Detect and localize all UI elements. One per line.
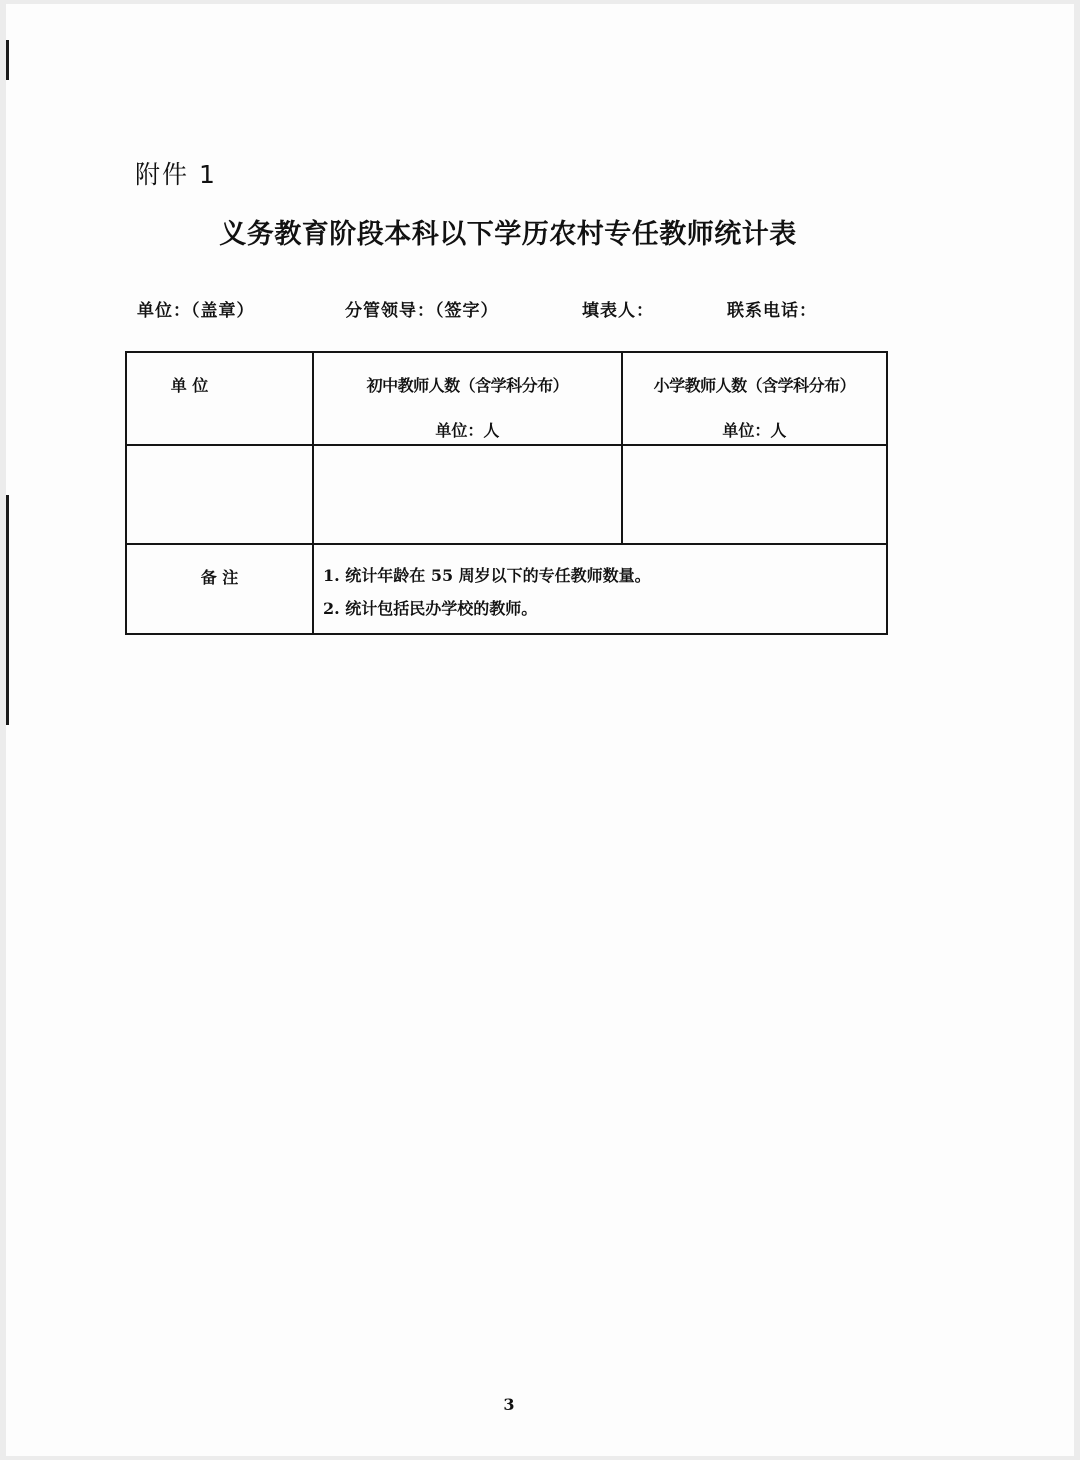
document-title: 义务教育阶段本科以下学历农村专任教师统计表	[219, 219, 797, 250]
header-cell-middle-school	[313, 352, 622, 445]
remarks-content-cell	[313, 544, 887, 634]
meta-unit-seal: 单位：（盖章）	[137, 301, 255, 321]
header-primary-school-unit: 单位：人	[722, 421, 787, 440]
attachment-label: 附件 1	[135, 160, 217, 189]
header-primary-school-title: 小学教师人数（含学科分布）	[653, 376, 856, 395]
data-cell-primary-school[interactable]	[622, 445, 887, 544]
meta-leader-signature: 分管领导：（签字）	[345, 301, 499, 321]
header-unit-label: 单 位	[170, 376, 209, 395]
teacher-statistics-table	[125, 351, 888, 635]
scan-edge-mark	[6, 495, 9, 725]
header-cell-unit	[126, 352, 313, 445]
remarks-label-cell	[126, 544, 313, 634]
data-cell-middle-school[interactable]	[313, 445, 622, 544]
remark-item: 1. 统计年龄在 55 周岁以下的专任教师数量。	[322, 566, 651, 585]
header-middle-school-unit: 单位：人	[435, 421, 500, 440]
table-header-row	[126, 352, 887, 445]
meta-form-filler: 填表人：	[582, 301, 654, 321]
scan-edge-mark	[6, 40, 9, 80]
table-remarks-row	[126, 544, 887, 634]
page-number: 3	[503, 1395, 515, 1414]
table-data-row	[126, 445, 887, 544]
data-cell-unit[interactable]	[126, 445, 313, 544]
meta-contact-phone: 联系电话：	[727, 301, 817, 321]
remarks-label: 备 注	[200, 568, 239, 587]
header-cell-primary-school	[622, 352, 887, 445]
header-middle-school-title: 初中教师人数（含学科分布）	[366, 376, 569, 395]
remark-item: 2. 统计包括民办学校的教师。	[322, 599, 538, 618]
